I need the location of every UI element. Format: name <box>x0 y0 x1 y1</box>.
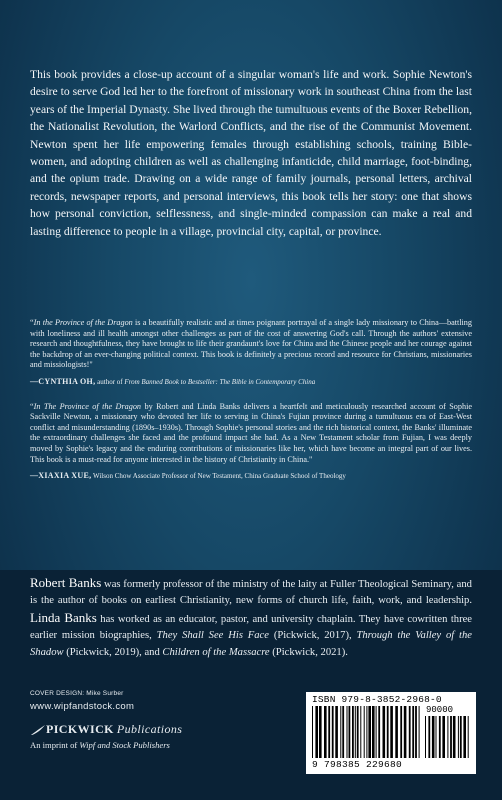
cover-design-credit: COVER DESIGN: Mike Surber <box>30 690 124 697</box>
bio-book-2: Through the Valley of the Shadow <box>30 630 472 658</box>
barcode-bar <box>419 706 420 758</box>
barcode-bar <box>360 706 361 758</box>
review-2-book-title: In The Province of the Dragon <box>33 401 142 411</box>
publisher-name-sub: Publications <box>116 722 183 736</box>
isbn-label: ISBN 979-8-3852-2968-0 <box>312 694 442 705</box>
barcode-bar <box>352 706 354 758</box>
book-blurb: This book provides a close-up account of a singular woman's life and work. Sophie Newton's desire to serve God led her to the forefront of missionary work in southeast China from the last years of the Imperial Dynasty. She lived through the tumultuous events of the Boxer Rebellion, the Nationalist Revolution, the Warlord Conflicts, and the rise of the Communist Movement. Newton spent her life empowering females through establishing schools, training Bible-women, and adopting children as well as challenging infanticide, child marriage, foot-binding, and the opium trade. Drawing on a wide range of family journals, personal letters, archival records, newspaper reports, and personal interviews, this book tells her story: one that shows how personal conviction, selflessness, and single-minded compassion can make a real and lasting difference to people in a village, provincial city, capital, or province. <box>30 68 472 238</box>
barcode-bar <box>460 716 462 758</box>
review-2: “In The Province of the Dragon by Robert and Linda Banks delivers a heartfelt and meticulously researched account of Sophie Sackville Newton, a missionary who devoted her life to serving in China's Fujian province during a tumultuous era of East-West conflict and misunderstanding (1890s–1930s). Through Sophie's personal stories and the rich historical context, the Banks' illuminate the extraordinary challenges she faced and the profound impact she had. As a New Testament scholar from Fujian, I was deeply moved by Sophie's legacy and the enduring contributions of missionaries like her, which have become an integral part of our lives. This book is a must-read for anyone interested in the history of Christianity in China." <box>30 401 472 464</box>
barcode-bar <box>400 706 402 758</box>
barcode-bar <box>453 716 456 758</box>
imprint-name: Wipf and Stock Publishers <box>79 740 170 750</box>
barcode-bar <box>390 706 393 758</box>
barcode-bar <box>383 706 386 758</box>
quill-icon <box>30 724 46 736</box>
author-name-linda: Linda Banks <box>30 609 97 625</box>
barcode-bar <box>347 706 348 758</box>
barcode-bar <box>395 706 398 758</box>
bio-text-4: (Pickwick, 2019), and <box>63 646 163 658</box>
addon-code: 90000 <box>426 705 454 715</box>
review-1: “In the Province of the Dragon is a beautifully realistic and at times poignant portrayal of a single lady missionary to China—battling with loneliness and ill health amongst other challenges as part of the cost of answering God's call. Through the authors' extensive research and thoughtfulness, they have brought to life their grandaunt's love for China and the Chinese people and her courage against the backdrop of an ever-changing political context. This book is definitely a precious record and resource for Christians, missionaries and missiologists!" <box>30 318 472 370</box>
barcode-bar <box>442 716 445 758</box>
bio-book-1: They Shall See His Face <box>156 630 269 642</box>
imprint-prefix: An imprint of <box>30 740 80 750</box>
barcode-bar <box>376 706 377 758</box>
bio-text-2: has worked as an educator, pastor, and university chaplain. They have cowritten three earlier mission biographies, <box>30 613 473 642</box>
review-1-role-book: From Banned Book to Bestseller: The Bible in Contemporary China <box>124 377 316 386</box>
publisher-info <box>30 690 250 750</box>
barcode-bar <box>335 706 338 758</box>
addon-barcode-bars <box>425 716 471 758</box>
barcode-bar <box>378 706 380 758</box>
bio-book-3: Children of the Massacre <box>162 646 270 658</box>
barcode-bar <box>439 716 441 758</box>
barcode-bar <box>415 706 417 758</box>
barcode-bar <box>425 716 426 758</box>
barcode-bar <box>450 716 452 758</box>
review-1-role: author of <box>95 377 125 386</box>
barcode-bar <box>332 706 334 758</box>
publisher-logo <box>30 722 250 737</box>
barcode-bar <box>447 716 448 758</box>
barcode-bar <box>357 706 359 758</box>
bio-text-5: (Pickwick, 2021). <box>269 646 348 658</box>
barcode-bar <box>324 706 327 758</box>
ean-barcode-bars <box>312 706 420 758</box>
bio-text-3: (Pickwick, 2017), <box>268 630 357 642</box>
barcode-bar <box>432 716 435 758</box>
barcode-bar <box>458 716 459 758</box>
ean-digits: 9 798385 229680 <box>312 759 403 770</box>
barcode-bar <box>364 706 365 758</box>
review-2-attribution <box>30 471 472 482</box>
review-2-text: by Robert and Linda Banks delivers a heartfelt and meticulously researched account of Sophie Sackville Newton, a missionary who devoted her life to serving in China's Fujian province during a tumultuous era of East-West conflict and misunderstanding (1890s–1930s). Through Sophie's personal stories and the rich historical context, the Banks' illuminate the extraordinary challenges she faced and the profound impact she had. As a New Testament scholar from Fujian, I was deeply moved by Sophie's legacy and the enduring contributions of missionaries like her, which have become an integral part of our lives. This book is a must-read for anyone interested in the history of Christianity in China." <box>30 401 472 464</box>
barcode-bar <box>312 706 313 758</box>
barcode-bar <box>368 706 371 758</box>
barcode-bar <box>328 706 330 758</box>
review-1-attribution <box>30 377 472 388</box>
publisher-name-main: PICKWICK <box>46 722 114 736</box>
review-1-name: —CYNTHIA OH, <box>30 376 96 386</box>
imprint-line <box>30 740 250 750</box>
barcode-bar <box>412 706 414 758</box>
review-1-text: is a beautifully realistic and at times poignant portrayal of a single lady missionary to China—battling with loneliness and ill health amongst other challenges as part of the cost of answering God's call. Through the authors' extensive research and thoughtfulness, they have brought to life their grandaunt's love for China and the Chinese people and her courage against the backdrop of an ever-changing political context. This book is definitely a precious record and resource for Christians, missionaries and missiologists!" <box>30 318 472 370</box>
endorsements <box>30 318 472 496</box>
barcode-bar <box>372 706 375 758</box>
bio-text-1: was formerly professor of the ministry of the laity at Fuller Theological Seminary, and is the author of books on earliest Christianity, new forms of church life, faith, work, and leadership. <box>30 579 472 607</box>
barcode-bar <box>468 716 469 758</box>
barcode-bar <box>349 706 351 758</box>
isbn-barcode <box>306 692 476 774</box>
author-bio <box>30 575 472 661</box>
barcode-bar <box>404 706 407 758</box>
author-name-robert: Robert Banks <box>30 575 102 590</box>
barcode-bar <box>319 706 322 758</box>
barcode-bar <box>315 706 318 758</box>
barcode-bar <box>366 706 367 758</box>
barcode-bar <box>428 716 430 758</box>
barcode-bar <box>342 706 344 758</box>
review-1-book-title: In the Province of the Dragon <box>33 318 133 327</box>
barcode-bar <box>387 706 389 758</box>
barcode-bar <box>355 706 356 758</box>
barcode-bar <box>463 716 466 758</box>
barcode-bar <box>340 706 341 758</box>
barcode-bar <box>409 706 411 758</box>
publisher-website[interactable]: www.wipfandstock.com <box>30 701 135 712</box>
review-2-name: —XIAXIA XUE, <box>30 471 92 481</box>
barcode-bar <box>436 716 437 758</box>
review-2-role: Wilson Chow Associate Professor of New Testament, China Graduate School of Theology <box>91 472 346 481</box>
